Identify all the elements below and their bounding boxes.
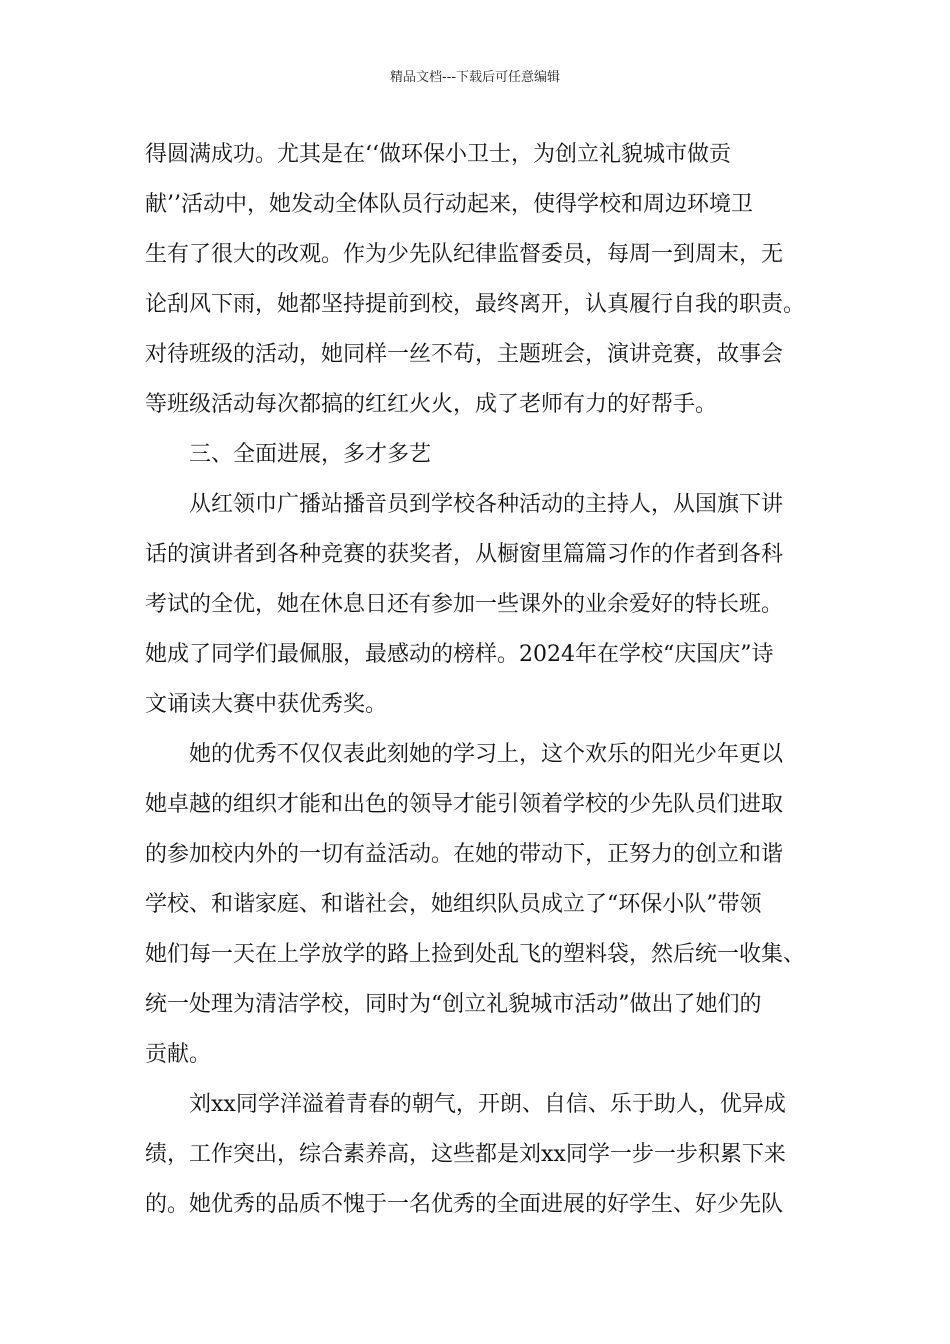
text-line: 她的优秀不仅仅表此刻她的学习上，这个欢乐的阳光少年更以 bbox=[189, 742, 784, 767]
text-line: 刘xx同学洋溢着青春的朝气，开朗、自信、乐于助人，优异成 bbox=[189, 1092, 786, 1117]
text-line: 生有了很大的改观。作为少先队纪律监督委员，每周一到周末，无 bbox=[145, 242, 784, 267]
text-line: 从红领巾广播站播音员到学校各种活动的主持人，从国旗下讲 bbox=[189, 492, 784, 517]
text-line: 对待班级的活动，她同样一丝不苟，主题班会，演讲竞赛，故事会 bbox=[145, 342, 784, 367]
document-body bbox=[145, 130, 825, 1230]
text-line: 的。她优秀的品质不愧于一名优秀的全面进展的好学生、好少先队 bbox=[145, 1192, 784, 1217]
section-heading: 三、全面进展，多才多艺 bbox=[189, 442, 432, 467]
text-line: 贡献。 bbox=[145, 1042, 212, 1067]
text-line: 统一处理为清洁学校，同时为“创立礼貌城市活动”做出了她们的 bbox=[145, 992, 762, 1017]
text-line: 等班级活动每次都搞的红红火火，成了老师有力的好帮手。 bbox=[145, 392, 718, 417]
text-line: 的参加校内外的一切有益活动。在她的带动下，正努力的创立和谐 bbox=[145, 842, 784, 867]
text-line: 得圆满成功。尤其是在‘‘做环保小卫士，为创立礼貌城市做贡 bbox=[145, 142, 731, 167]
text-line: 她卓越的组织才能和出色的领导才能引领着学校的少先队员们进取 bbox=[145, 792, 784, 817]
text-line: 她成了同学们最佩服，最感动的榜样。2024年在学校“庆国庆”诗 bbox=[145, 642, 774, 667]
text-line: 话的演讲者到各种竞赛的获奖者，从橱窗里篇篇习作的作者到各科 bbox=[145, 542, 784, 567]
text-line: 她们每一天在上学放学的路上捡到处乱飞的塑料袋，然后统一收集、 bbox=[145, 942, 806, 967]
text-line: 绩，工作突出，综合素养高，这些都是刘xx同学一步一步积累下来 bbox=[145, 1142, 786, 1167]
page-header: 精品文档---下载后可任意编辑 bbox=[389, 70, 561, 85]
text-line: 考试的全优，她在休息日还有参加一些课外的业余爱好的特长班。 bbox=[145, 592, 784, 617]
text-line: 献’’活动中，她发动全体队员行动起来，使得学校和周边环境卫 bbox=[145, 192, 753, 217]
text-line: 论刮风下雨，她都坚持提前到校，最终离开，认真履行自我的职责。 bbox=[145, 292, 806, 317]
text-line: 文诵读大赛中获优秀奖。 bbox=[145, 692, 388, 717]
text-line: 学校、和谐家庭、和谐社会，她组织队员成立了“环保小队”带领 bbox=[145, 892, 762, 917]
